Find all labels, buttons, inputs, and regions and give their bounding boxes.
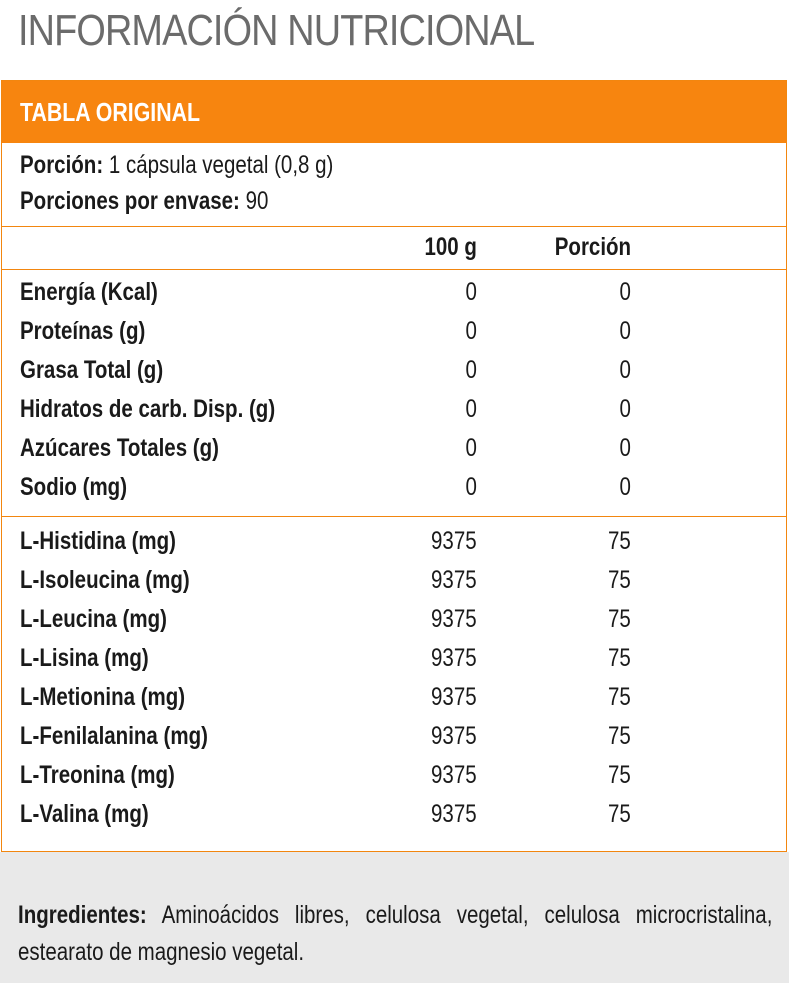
value-portion: 75: [608, 566, 631, 594]
row-label: L-Leucina (mg): [20, 605, 167, 633]
value-100g: 0: [465, 356, 477, 384]
row-label: Energía (Kcal): [20, 278, 158, 306]
value-portion: 75: [608, 605, 631, 633]
servings-label: Porciones por envase:: [20, 187, 240, 215]
servings-value: 90: [245, 187, 269, 215]
nutrition-table: [1, 80, 787, 852]
table-header-label: TABLA ORIGINAL: [20, 97, 201, 127]
value-portion: 0: [619, 356, 631, 384]
value-100g: 9375: [431, 644, 477, 672]
value-100g: 9375: [431, 527, 477, 555]
row-label: Sodio (mg): [20, 473, 128, 501]
row-label: L-Lisina (mg): [20, 644, 149, 672]
value-100g: 0: [465, 434, 477, 462]
value-portion: 0: [619, 473, 631, 501]
row-label: L-Valina (mg): [20, 800, 149, 828]
ingredients-label: Ingredientes:: [18, 901, 147, 929]
value-portion: 0: [619, 317, 631, 345]
portion-value: 1 cápsula vegetal (0,8 g): [108, 151, 334, 179]
ingredients-section: [0, 852, 789, 983]
divider: [2, 226, 786, 227]
value-100g: 9375: [431, 761, 477, 789]
column-header-100g: 100 g: [424, 233, 477, 261]
value-portion: 75: [608, 527, 631, 555]
row-label: L-Histidina (mg): [20, 527, 177, 555]
value-portion: 0: [619, 395, 631, 423]
value-portion: 75: [608, 722, 631, 750]
servings-line: [20, 187, 268, 216]
portion-label: Porción:: [20, 151, 104, 179]
row-label: Azúcares Totales (g): [20, 434, 219, 462]
row-label: L-Metionina (mg): [20, 683, 186, 711]
row-label: Grasa Total (g): [20, 356, 164, 384]
table-header: [2, 81, 786, 143]
row-label: Hidratos de carb. Disp. (g): [20, 395, 276, 423]
value-100g: 0: [465, 473, 477, 501]
value-100g: 0: [465, 395, 477, 423]
divider: [2, 516, 786, 517]
value-100g: 9375: [431, 800, 477, 828]
divider: [2, 269, 786, 270]
value-portion: 0: [619, 434, 631, 462]
ingredients-value: Aminoácidos libres, celulosa vegetal, celulosa microcristalina, estearato de magnesio vegetal.: [18, 901, 773, 966]
value-100g: 9375: [431, 605, 477, 633]
value-100g: 9375: [431, 683, 477, 711]
value-portion: 75: [608, 644, 631, 672]
value-portion: 75: [608, 761, 631, 789]
column-header-portion: Porción: [554, 233, 631, 261]
row-label: Proteínas (g): [20, 317, 146, 345]
row-label: L-Isoleucina (mg): [20, 566, 190, 594]
row-label: L-Treonina (mg): [20, 761, 175, 789]
value-100g: 0: [465, 278, 477, 306]
page-title: INFORMACIÓN NUTRICIONAL: [18, 6, 535, 55]
value-100g: 0: [465, 317, 477, 345]
value-100g: 9375: [431, 566, 477, 594]
row-label: L-Fenilalanina (mg): [20, 722, 208, 750]
value-100g: 9375: [431, 722, 477, 750]
value-portion: 75: [608, 683, 631, 711]
ingredients-text-block: [18, 897, 772, 971]
value-portion: 75: [608, 800, 631, 828]
portion-line: [20, 151, 333, 180]
value-portion: 0: [619, 278, 631, 306]
